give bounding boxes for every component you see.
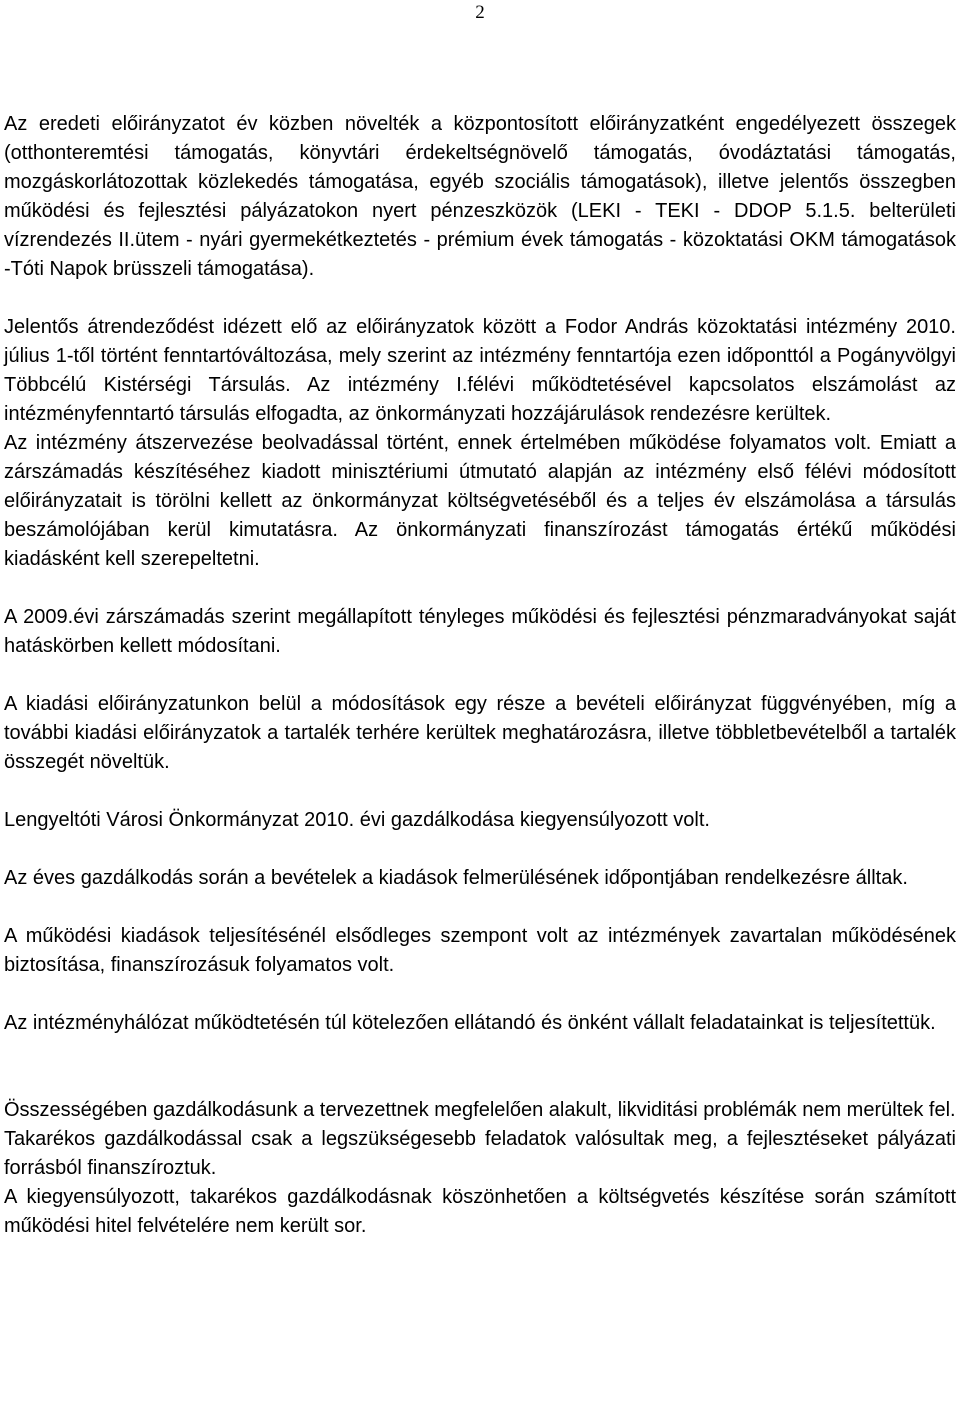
paragraph-mandatory-tasks: Az intézményhálózat működtetésén túl kötelezően ellátandó és önként vállalt feladatainkat is teljesítettük. (4, 1012, 936, 1034)
page-number: 2 (475, 2, 485, 23)
paragraph-overall-summary: Összességében gazdálkodásunk a tervezettnek megfelelően alakult, likviditási problémák nem merültek fel. (4, 1099, 956, 1121)
paragraph-2009-closing: A 2009.évi zárszámadás szerint megállapított tényleges működési és fejlesztési pénzmaradványokat saját hatáskörben kellett módosítani. (4, 606, 956, 657)
paragraph-institution-merger: Az intézmény átszervezése beolvadással történt, ennek értelmében működése folyamatos volt. Emiatt a zárszámadás készítéséhez kiadott minisztériumi útmutató alapján az intézmény első félévi módosított előirányzatait is törölni kellett az önkormányzat költségvetéséből és a teljes év elszámolása a társulás beszámolójában kerül kimutatásra. Az önkormányzati finanszírozást támogatás értékű működési kiadásként kell szerepeltetni. (4, 432, 956, 570)
paragraph-no-credit: A kiegyensúlyozott, takarékos gazdálkodásnak köszönhetően a költségvetés készítése során számított működési hitel felvételére nem került sor. (4, 1186, 956, 1237)
paragraph-balanced-management: Lengyeltóti Városi Önkormányzat 2010. évi gazdálkodása kiegyensúlyozott volt. (4, 809, 710, 831)
paragraph-annual-revenues: Az éves gazdálkodás során a bevételek a kiadások felmerülésének időpontjában rendelkezésre álltak. (4, 867, 908, 889)
paragraph-frugal-management: Takarékos gazdálkodással csak a legszükségesebb feladatok valósultak meg, a fejlesztéseket pályázati forrásból finanszíroztuk. (4, 1128, 956, 1179)
paragraph-expenditure-modifications: A kiadási előirányzatunkon belül a módosítások egy része a bevételi előirányzat függvényében, míg a további kiadási előirányzatok a tartalék terhére kerültek meghatározásra, illetve többletbevételből a tartalék összegét növeltük. (4, 693, 956, 773)
document-body (4, 110, 956, 1241)
paragraph-allocation-increase: Az eredeti előirányzatot év közben növelték a központosított előirányzatként engedélyezett összegek (otthonteremtési támogatás, könyvtári érdekeltségnövelő támogatás, óvodáztatási támogatás, mozgáskorlátozottak közlekedés támogatása, egyéb szociális támogatások), illetve jelentős összegben működési és fejlesztési pályázatokon nyert pénzeszközök (LEKI - TEKI - DDOP 5.1.5. belterületi vízrendezés II.ütem - nyári gyermekétkeztetés - prémium évek támogatás - közoktatási OKM támogatások -Tóti Napok brüsszeli támogatása). (4, 113, 956, 280)
paragraph-restructuring: Jelentős átrendeződést idézett elő az előirányzatok között a Fodor András közoktatási intézmény 2010. július 1-től történt fenntartóváltozása, mely szerint az intézmény fenntartója ezen időponttól a Pogányvölgyi Többcélú Kistérségi Társulás. Az intézmény I.félévi működtetésével kapcsolatos elszámolást az intézményfenntartó társulás elfogadta, az önkormányzati hozzájárulások rendezésre kerültek. (4, 316, 956, 425)
paragraph-operating-expenses: A működési kiadások teljesítésénél elsődleges szempont volt az intézmények zavartalan működésének biztosítása, finanszírozásuk folyamatos volt. (4, 925, 956, 976)
